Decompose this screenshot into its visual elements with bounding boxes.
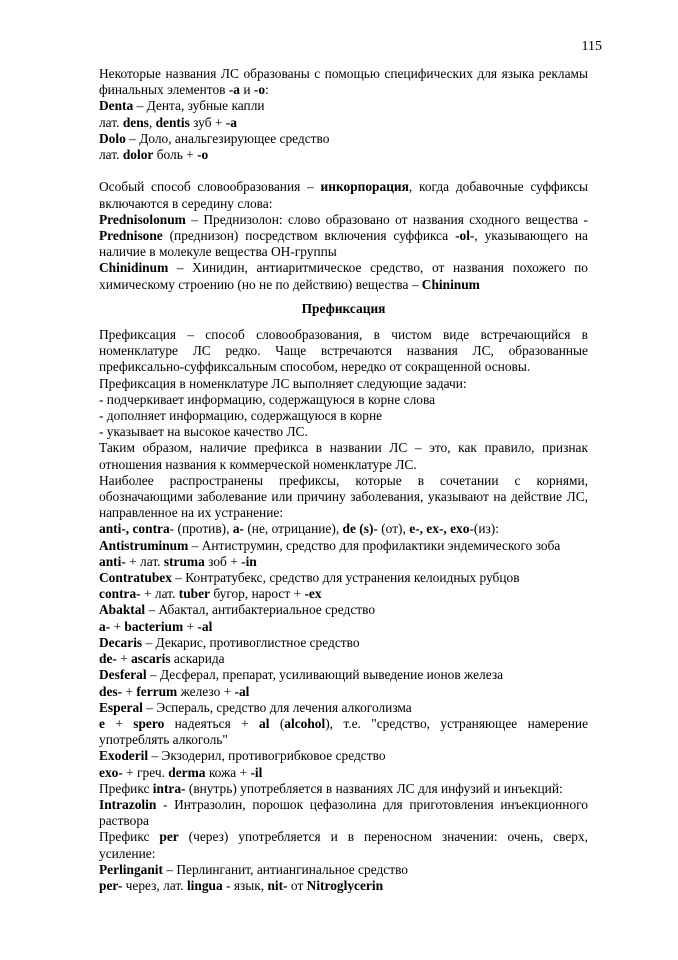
text: – Десферал, препарат, усиливающий выведение ионов железа (146, 667, 504, 683)
text: -(из): (469, 521, 499, 537)
bold-term: struma (163, 553, 205, 569)
text: - (от), (373, 521, 410, 537)
text: + (104, 715, 134, 731)
text: – Абактал, антибактериальное средство (145, 602, 376, 618)
bold-term: per (159, 829, 179, 845)
text: лат. (99, 147, 123, 163)
bold-term: bacterium (124, 618, 184, 634)
paragraph: Префиксация в номенклатуре ЛС выполняет следующие задачи: (99, 375, 467, 391)
etymology-line (99, 619, 588, 635)
text: – Доло, анальгезирующее средство (125, 130, 330, 146)
bold-term: dentis (155, 114, 190, 130)
text: от (287, 877, 307, 893)
paragraph (99, 781, 588, 797)
bold-term: exo- (99, 764, 123, 780)
text: – Дента, зубные капли (133, 98, 265, 114)
text: – Декарис, противоглистное средство (142, 634, 360, 650)
bold-term: tuber (178, 586, 210, 602)
example-line (99, 862, 588, 878)
bold-term: Desferal (99, 667, 147, 683)
text: (через) употребляется и в переносном значении: очень, сверх, усиление: (99, 829, 589, 861)
example-line (99, 635, 588, 651)
bold-term: de- (99, 651, 117, 667)
text: – Экзодерил, противогрибковое средство (148, 748, 386, 764)
text: Некоторые названия ЛС образованы с помощью специфических для языка рекламы финальных элементов (99, 66, 588, 98)
text: Префикс (99, 780, 153, 796)
bold-term: -in (241, 553, 257, 569)
text: Префикс (99, 829, 160, 845)
text: (не, отрицание), (243, 521, 343, 537)
etymology-line (99, 878, 588, 894)
text: + лат. (125, 553, 164, 569)
etymology-line (99, 716, 588, 748)
etymology-line (99, 586, 588, 602)
list-item: - дополняет информацию, содержащуюся в корне (99, 408, 383, 424)
bold-term: Contratubex (99, 570, 172, 586)
text: – Антиструмин, средство для профилактики эндемического зоба (188, 537, 561, 553)
example-line (99, 260, 588, 292)
paragraph (99, 66, 588, 98)
etymology-line (99, 765, 588, 781)
section-heading (99, 301, 588, 317)
text: – Хинидин, антиаритмическое средство, от названия похожего по химическому строению (но не по действию) вещества – (99, 260, 588, 292)
text: лат. (99, 114, 123, 130)
bold-term: spero (133, 715, 165, 731)
example-line (99, 748, 588, 764)
text: зуб + (189, 114, 226, 130)
bold-term: lingua (186, 877, 223, 893)
text: кожа + (205, 764, 251, 780)
bold-term: e-, ex-, exo (409, 521, 470, 537)
bold-term: -il (250, 764, 263, 780)
text: + лат. (140, 586, 179, 602)
text: аскарида (170, 651, 225, 667)
bold-term: derma (168, 764, 206, 780)
paragraph: Таким образом, наличие префикса в названии ЛС – это, как правило, признак отношения названия к коммерческой номенклатуре ЛС. (99, 440, 588, 472)
bold-term: Chinidinum (99, 260, 169, 276)
text: (преднизон) посредством включения суффикса (162, 228, 456, 244)
bold-term: per- (99, 877, 123, 893)
text: через, лат. (122, 877, 187, 893)
bold-term: Antistruminum (99, 537, 189, 553)
example-line (99, 570, 588, 586)
bold-term: des- (99, 683, 123, 699)
example-line (99, 667, 588, 683)
bold-term: nit- (267, 877, 288, 893)
bold-term: dolor (122, 147, 154, 163)
bold-term: Abaktal (99, 602, 146, 618)
list-item: - подчеркивает информацию, содержащуюся в корне слова (99, 391, 436, 407)
text: зоб + (204, 553, 242, 569)
text: и (239, 82, 254, 98)
text: - Интразолин, порошок цефазолина для приготовления инъекционного раствора (99, 796, 588, 829)
text: + (116, 651, 132, 667)
paragraph (99, 179, 588, 211)
bold-term: intra- (152, 780, 186, 796)
bold-term: alcohol (284, 715, 326, 731)
prefix-list (99, 521, 588, 537)
bold-term: -о (253, 82, 266, 98)
text: бугор, нарост + (209, 586, 305, 602)
paragraph: Префиксация – способ словообразования, в чистом виде встречающийся в номенклатуре ЛС редко. Чаще встречаются названия ЛС, образованные префиксально-суффиксальным способом, нередко от сокращенной основы. (99, 327, 588, 375)
bold-term: -ol- (455, 228, 475, 244)
etymology-line (99, 147, 588, 163)
etymology-line (99, 115, 588, 131)
bold-term: de (s) (342, 521, 374, 537)
bold-term: -а (228, 82, 240, 98)
bold-term: dens (122, 114, 149, 130)
bold-term: -al (197, 618, 213, 634)
bold-term: Perlinganit (99, 861, 163, 877)
bold-term: anti-, contra (99, 521, 170, 537)
bold-term: -ex (304, 586, 322, 602)
bold-term: -o (197, 147, 209, 163)
text: , когда добавочные суффиксы включаются в середину слова: (99, 179, 588, 211)
example-line (99, 700, 588, 716)
text: – Преднизолон: слово образовано от названия сходного вещества - (185, 211, 588, 227)
example-line (99, 212, 588, 261)
bold-term: -a (225, 114, 237, 130)
bold-term: al (259, 715, 270, 731)
bold-term: ascaris (131, 651, 171, 667)
text: + (122, 683, 137, 699)
text: : (265, 82, 269, 98)
text: , (148, 114, 156, 130)
etymology-line (99, 651, 588, 667)
text: – Эспераль, средство для лечения алкоголизма (142, 699, 412, 715)
bold-term: Decaris (99, 634, 143, 650)
bold-term: a- (232, 521, 244, 537)
paragraph (99, 829, 588, 861)
example-line (99, 98, 588, 114)
text: , указывающего на наличие в молекуле вещества ОН-группы (99, 228, 588, 260)
bold-term: contra- (99, 586, 141, 602)
text: железо + (177, 683, 235, 699)
heading-text: Префиксация (301, 300, 386, 316)
bold-term: инкорпорация (320, 179, 409, 195)
bold-term: Intrazolin (99, 796, 157, 812)
bold-term: e (99, 715, 105, 731)
bold-term: anti- (99, 553, 126, 569)
etymology-line (99, 684, 588, 700)
example-line (99, 602, 588, 618)
example-line (99, 797, 588, 829)
text: + (183, 618, 198, 634)
text: ), т.е. "средство, устраняющее намерение употреблять алкоголь" (99, 715, 589, 748)
bold-term: -al (234, 683, 250, 699)
page-body (99, 66, 588, 894)
bold-term: Denta (99, 98, 134, 114)
bold-term: a- (99, 618, 111, 634)
text: боль + (153, 147, 198, 163)
text: + греч. (122, 764, 169, 780)
spacer (99, 163, 588, 179)
paragraph: Наиболее распространены префиксы, которые в сочетании с корнями, обозначающими заболевание или причину заболевания, указывают на действие ЛС, направленное на их устранение: (99, 472, 588, 521)
bold-term: Esperal (99, 699, 143, 715)
bold-term: Exoderil (99, 748, 149, 764)
example-line (99, 538, 588, 554)
bold-term: Chininum (421, 276, 480, 292)
text: Особый способ словообразования – (99, 179, 321, 195)
page-number: 115 (581, 39, 602, 54)
text: – Перлинганит, антиангинальное средство (162, 861, 408, 877)
bold-term: Prednisone (99, 228, 163, 244)
bold-term: Prednisolonum (99, 211, 186, 227)
bold-term: Nitroglycerin (306, 877, 384, 893)
example-line (99, 131, 588, 147)
text: ( (269, 715, 285, 731)
text: - язык, (222, 877, 268, 893)
text: - (против), (169, 521, 233, 537)
bold-term: ferrum (136, 683, 178, 699)
text: – Контратубекс, средство для устранения келоидных рубцов (171, 570, 520, 586)
etymology-line (99, 554, 588, 570)
text: + (110, 618, 125, 634)
text: (внутрь) употребляется в названиях ЛС для инфузий и инъекций: (185, 780, 563, 796)
text: надеяться + (164, 715, 260, 731)
list-item: - указывает на высокое качество ЛС. (99, 424, 308, 440)
bold-term: Dolo (99, 130, 126, 146)
